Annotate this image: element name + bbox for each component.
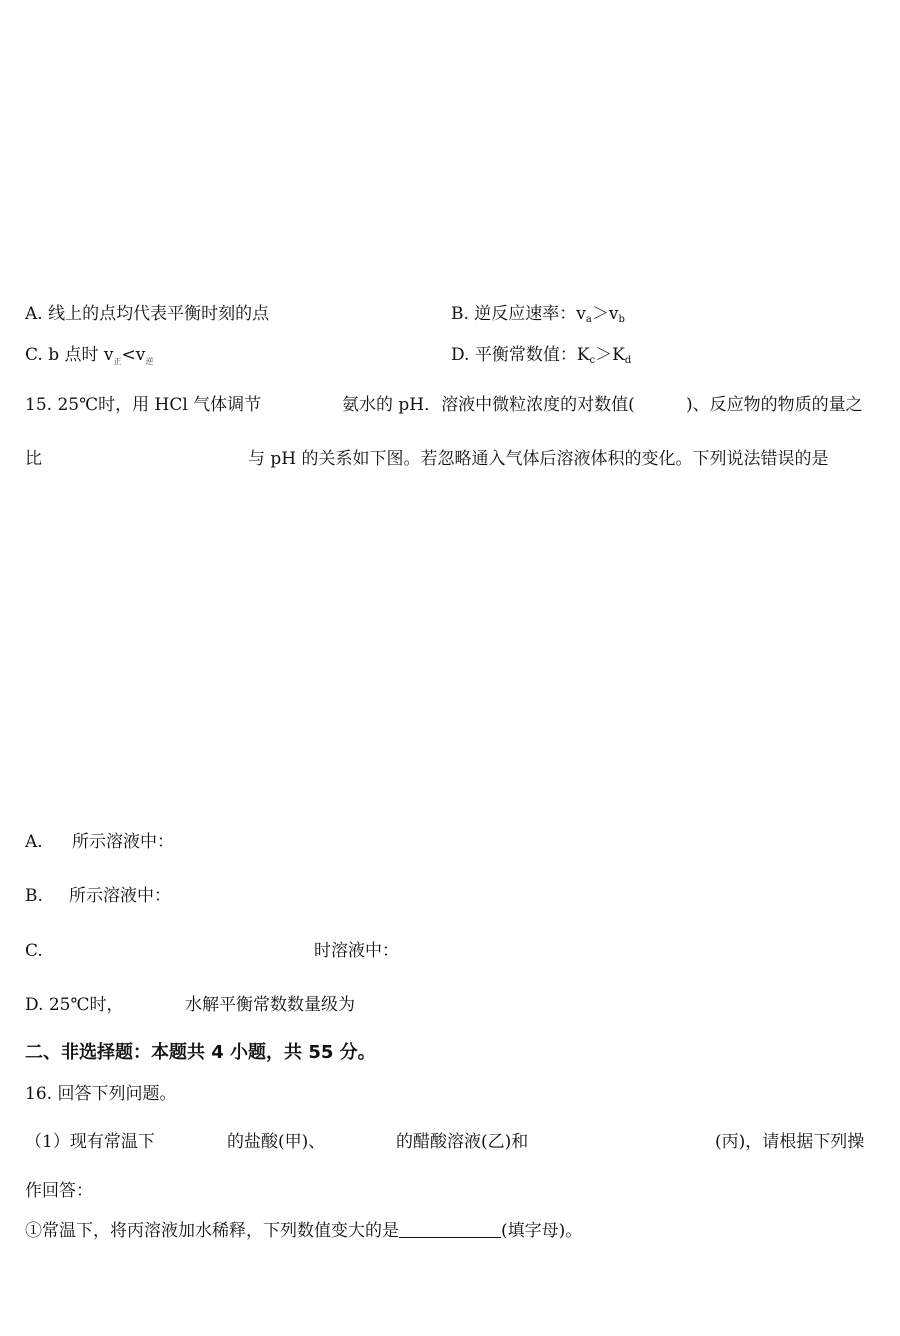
q14-option-b-sub2: b <box>618 314 625 325</box>
q16-p1-c: 的醋酸溶液(乙)和 <box>396 1132 529 1152</box>
q16-p1-a: （1）现有常温下 <box>25 1132 155 1152</box>
q14-option-b-sub1: a <box>585 314 592 325</box>
q16-p3-end: (填字母)。 <box>501 1221 583 1241</box>
q15-option-d-a: D. 25℃时， <box>25 995 124 1015</box>
q15-stem-line1-b: 氨水的 pH．溶液中微粒浓度的对数值( <box>342 395 635 415</box>
q16-p3-text: ①常温下，将丙溶液加水稀释，下列数值变大的是 <box>25 1221 399 1241</box>
q14-option-c <box>25 344 153 373</box>
q15-option-a-label: A. <box>25 832 43 852</box>
q14-option-c-sub2: 逆 <box>145 357 154 366</box>
q15-option-c-label: C. <box>25 941 43 961</box>
section-heading: 二、非选择题：本题共 4 小题，共 55 分。 <box>25 1042 376 1063</box>
q14-option-c-mid: <v <box>121 345 146 365</box>
q14-option-c-text: C. b 点时 v <box>25 345 114 365</box>
q14-option-d-text: D. 平衡常数值：K <box>451 345 590 365</box>
q14-option-b-text: B. 逆反应速率：v <box>451 304 586 324</box>
q14-option-a: A. 线上的点均代表平衡时刻的点 <box>25 304 270 324</box>
q15-option-d-b: 水解平衡常数数量级为 <box>185 995 355 1015</box>
q14-option-b <box>451 303 625 331</box>
q14-option-b-mid: ＞v <box>591 304 619 324</box>
q14-option-c-sub1: 正 <box>113 357 122 366</box>
q15-stem-line1-a: 15. 25℃时，用 HCl 气体调节 <box>25 395 262 415</box>
q15-option-a-text: 所示溶液中： <box>72 832 174 852</box>
q15-option-b-text: 所示溶液中： <box>69 886 171 906</box>
q14-option-d <box>451 344 631 372</box>
q16-title: 16. 回答下列问题。 <box>25 1084 177 1104</box>
q15-stem-line2-b: 与 pH 的关系如下图。若忽略通入气体后溶液体积的变化。下列说法错误的是 <box>248 449 829 469</box>
q15-stem-line2-a: 比 <box>25 449 42 469</box>
q15-stem-line1-c: )、反应物的物质的量之 <box>686 395 863 415</box>
q15-option-b-label: B. <box>25 886 43 906</box>
q14-option-d-mid: ＞K <box>595 345 625 365</box>
q16-p2: 作回答： <box>25 1181 93 1201</box>
q14-option-d-sub1: c <box>589 355 596 366</box>
q16-p1-d: (丙)，请根据下列操 <box>715 1132 865 1152</box>
answer-blank <box>399 1221 501 1238</box>
q14-option-d-sub2: d <box>624 355 632 366</box>
q15-option-c-text: 时溶液中： <box>314 941 399 961</box>
q16-p1-b: 的盐酸(甲)、 <box>227 1132 326 1152</box>
q16-p3 <box>25 1220 582 1242</box>
